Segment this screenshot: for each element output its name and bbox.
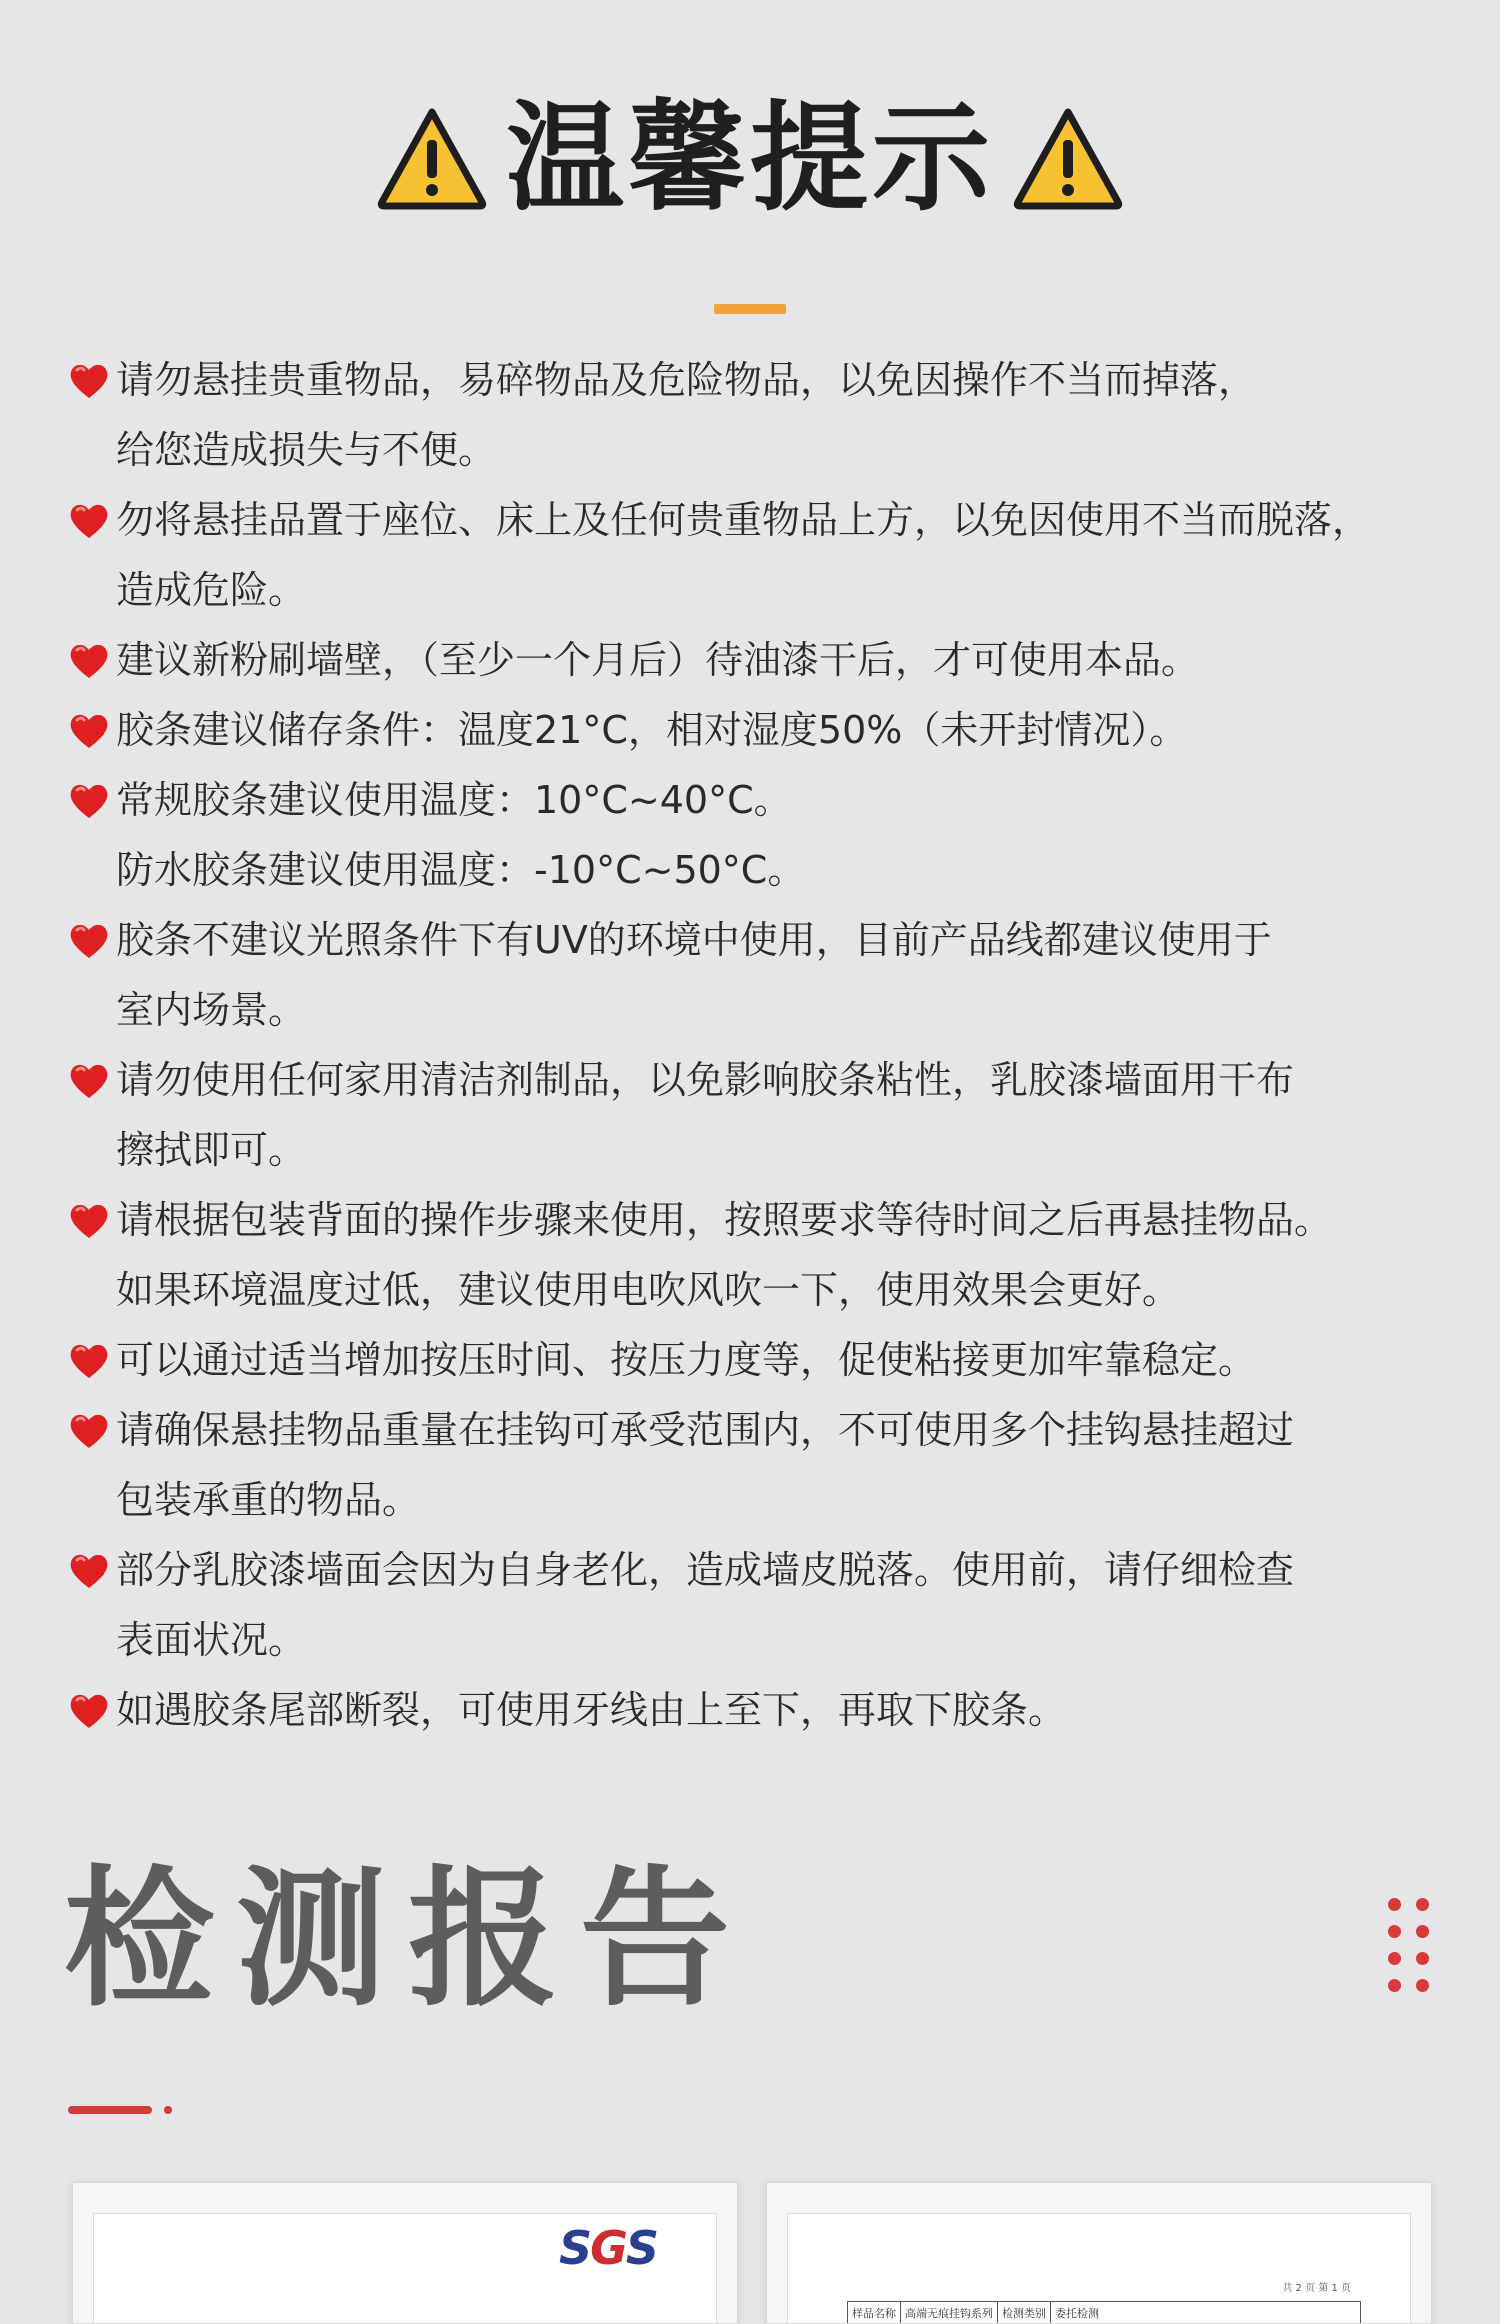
tip-text: 擦拭即可。 (116, 1128, 307, 1172)
heart-icon (68, 781, 110, 821)
tip-text: 室内场景。 (116, 988, 307, 1032)
tip-text: 防水胶条建议使用温度：-10°C~50°C。 (116, 848, 806, 892)
tip-text: 如果环境温度过低，建议使用电吹风吹一下，使用效果会更好。 (116, 1268, 1181, 1312)
section-underline (68, 2106, 152, 2114)
tip-item (68, 1045, 1468, 1185)
tip-text: 请勿悬挂贵重物品，易碎物品及危险物品，以免因操作不当而掉落， (116, 358, 1257, 402)
document-table (847, 2301, 1361, 2324)
dot (1388, 1898, 1401, 1911)
tip-item (68, 1395, 1468, 1535)
tip-text: 给您造成损失与不便。 (116, 428, 497, 472)
dot (1416, 1979, 1429, 1992)
page-title: 温馨提示 (505, 89, 994, 227)
tip-item (68, 1325, 1468, 1395)
heart-icon (68, 501, 110, 541)
title-accent-bar (714, 304, 786, 314)
dot (1388, 1925, 1401, 1938)
tip-item (68, 1185, 1468, 1325)
heart-icon (68, 1551, 110, 1591)
report-title: 检测报告 (64, 1853, 753, 2027)
heart-icon (68, 1411, 110, 1451)
tip-text: 建议新粉刷墙壁，（至少一个月后）待油漆干后，才可使用本品。 (116, 638, 1200, 682)
dot (1388, 1952, 1401, 1965)
table-cell: 检测类别 (998, 2302, 1051, 2324)
table-cell: 样品名称 (848, 2302, 901, 2324)
tip-item (68, 695, 1468, 765)
report-document-left[interactable] (72, 2182, 738, 2324)
tip-text: 请确保悬挂物品重量在挂钩可承受范围内，不可使用多个挂钩悬挂超过 (116, 1408, 1295, 1452)
tip-text: 勿将悬挂品置于座位、床上及任何贵重物品上方，以免因使用不当而脱落， (116, 498, 1371, 542)
tip-item (68, 625, 1468, 695)
tip-text: 可以通过适当增加按压时间、按压力度等，促使粘接更加牢靠稳定。 (116, 1338, 1257, 1382)
heart-icon (68, 361, 110, 401)
header (0, 88, 1500, 228)
tip-item (68, 345, 1468, 485)
dot (1388, 1979, 1401, 1992)
tips-list (68, 345, 1468, 1745)
table-cell: 高端无痕挂钩系列 (901, 2302, 998, 2324)
dot (1416, 1952, 1429, 1965)
certification-logo: SGS (558, 2221, 657, 2275)
tip-item (68, 905, 1468, 1045)
tip-text: 包装承重的物品。 (116, 1478, 421, 1522)
tip-text: 请根据包装背面的操作步骤来使用，按照要求等待时间之后再悬挂物品。 (116, 1198, 1333, 1242)
decorative-dots (1388, 1898, 1432, 1994)
section-underline-dot (164, 2106, 172, 2114)
dot (1416, 1925, 1429, 1938)
heart-icon (68, 921, 110, 961)
warning-triangle-icon (1012, 106, 1124, 210)
page-note: 共 2 页 第 1 页 (1282, 2283, 1351, 2294)
tip-item (68, 1675, 1468, 1745)
warning-triangle-icon (376, 106, 488, 210)
tip-item (68, 1535, 1468, 1675)
heart-icon (68, 1341, 110, 1381)
heart-icon (68, 711, 110, 751)
tip-item (68, 765, 1468, 905)
heart-icon (68, 1201, 110, 1241)
tip-text: 如遇胶条尾部断裂，可使用牙线由上至下，再取下胶条。 (116, 1688, 1067, 1732)
report-document-right[interactable] (766, 2182, 1432, 2324)
heart-icon (68, 1061, 110, 1101)
dot (1416, 1898, 1429, 1911)
tip-text: 造成危险。 (116, 568, 307, 612)
table-cell: 委托检测 (1055, 2307, 1099, 2320)
tip-text: 胶条建议储存条件：温度21°C，相对湿度50%（未开封情况）。 (116, 708, 1188, 752)
tip-item (68, 485, 1468, 625)
tip-text: 部分乳胶漆墙面会因为自身老化，造成墙皮脱落。使用前，请仔细检查 (116, 1548, 1295, 1592)
heart-icon (68, 1691, 110, 1731)
tip-text: 胶条不建议光照条件下有UV的环境中使用，目前产品线都建议使用于 (116, 918, 1272, 962)
tip-text: 表面状况。 (116, 1618, 307, 1662)
tip-text: 常规胶条建议使用温度：10°C~40°C。 (116, 778, 792, 822)
tip-text: 请勿使用任何家用清洁剂制品，以免影响胶条粘性，乳胶漆墙面用干布 (116, 1058, 1295, 1102)
heart-icon (68, 641, 110, 681)
